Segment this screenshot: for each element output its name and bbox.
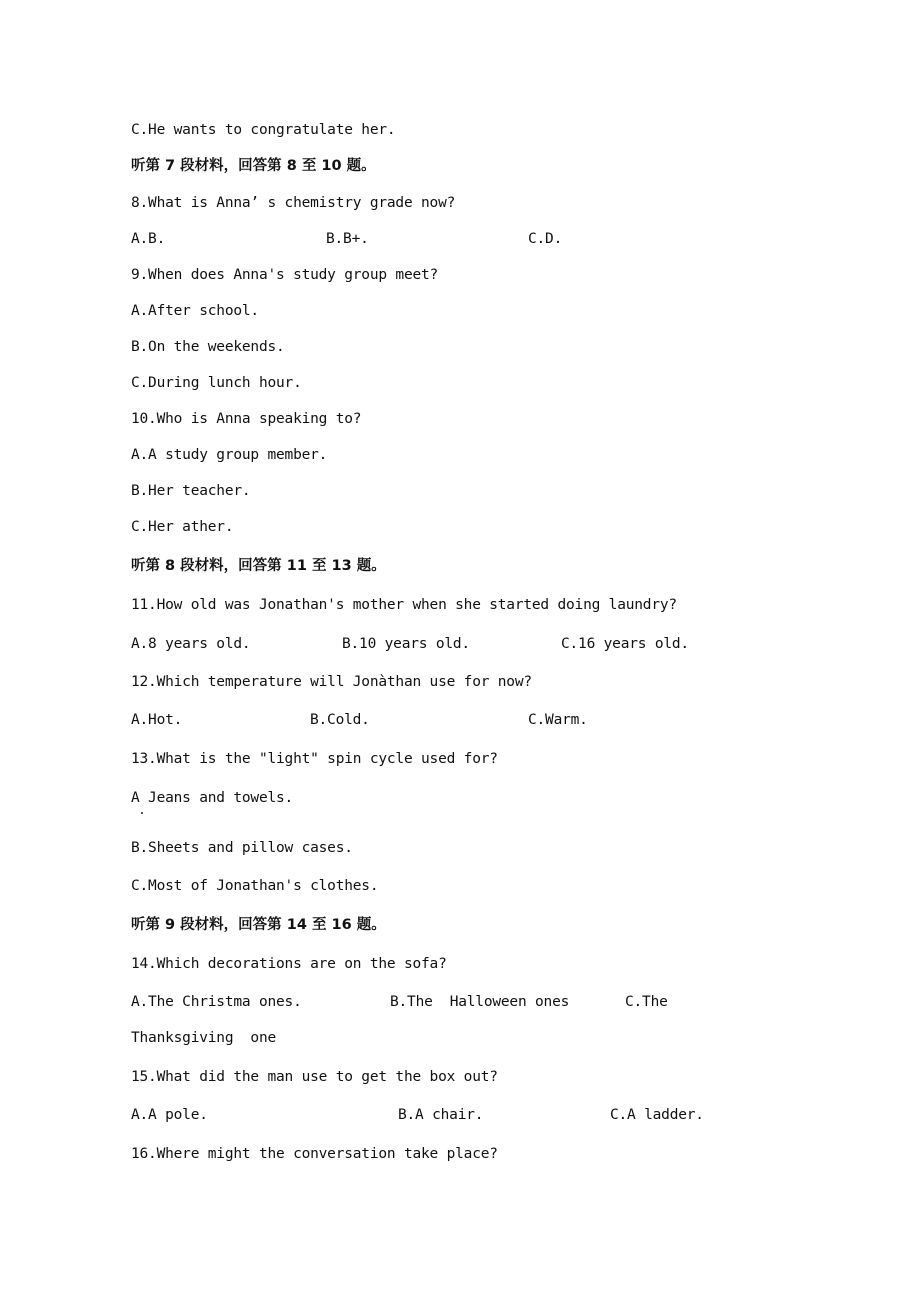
q15-option-b: B.A chair. [398,1107,484,1123]
question-12: 12.Which temperature will Jonàthan use for now? [131,674,532,690]
section-7-heading: 听第 7 段材料，回答第 8 至 10 题。 [131,158,376,174]
q11-option-b: B.10 years old. [342,636,470,652]
q10-option-c: C.Her ather. [131,519,234,535]
section-9-heading: 听第 9 段材料，回答第 14 至 16 题。 [131,917,386,933]
q12-option-b: B.Cold. [310,712,370,728]
q8-option-b: B.B+. [326,231,369,247]
question-10: 10.Who is Anna speaking to? [131,411,362,427]
question-13: 13.What is the "light" spin cycle used for? [131,751,498,767]
q14-option-a: A.The Christma ones. [131,994,302,1010]
q13-option-a: A Jeans and towels. [131,790,294,806]
q11-option-a: A.8 years old. [131,636,251,652]
q9-option-b: B.On the weekends. [131,339,285,355]
q14-option-c: C.The [625,994,668,1010]
question-16: 16.Where might the conversation take place? [131,1146,498,1162]
question-9: 9.When does Anna's study group meet? [131,267,439,283]
q15-option-c: C.A ladder. [610,1107,704,1123]
q10-option-a: A.A study group member. [131,447,328,463]
stray-dot-mark [141,812,143,814]
q12-option-c: C.Warm. [528,712,588,728]
q11-option-c: C.16 years old. [561,636,689,652]
section-8-heading: 听第 8 段材料，回答第 11 至 13 题。 [131,558,386,574]
q14-option-b: B.The Halloween ones [390,994,570,1010]
q8-option-c: C.D. [528,231,563,247]
q14-option-c-continued: Thanksgiving one [131,1030,277,1046]
question-14: 14.Which decorations are on the sofa? [131,956,447,972]
q12-option-a: A.Hot. [131,712,183,728]
q7-option-c: C.He wants to congratulate her. [131,122,396,138]
q13-option-b: B.Sheets and pillow cases. [131,840,353,856]
q8-option-a: A.B. [131,231,166,247]
q9-option-a: A.After school. [131,303,259,319]
q13-option-c: C.Most of Jonathan's clothes. [131,878,379,894]
q15-option-a: A.A pole. [131,1107,208,1123]
question-8: 8.What is Anna’ s chemistry grade now? [131,195,456,211]
question-15: 15.What did the man use to get the box out? [131,1069,498,1085]
q9-option-c: C.During lunch hour. [131,375,302,391]
question-11: 11.How old was Jonathan's mother when she started doing laundry? [131,597,677,613]
q10-option-b: B.Her teacher. [131,483,251,499]
